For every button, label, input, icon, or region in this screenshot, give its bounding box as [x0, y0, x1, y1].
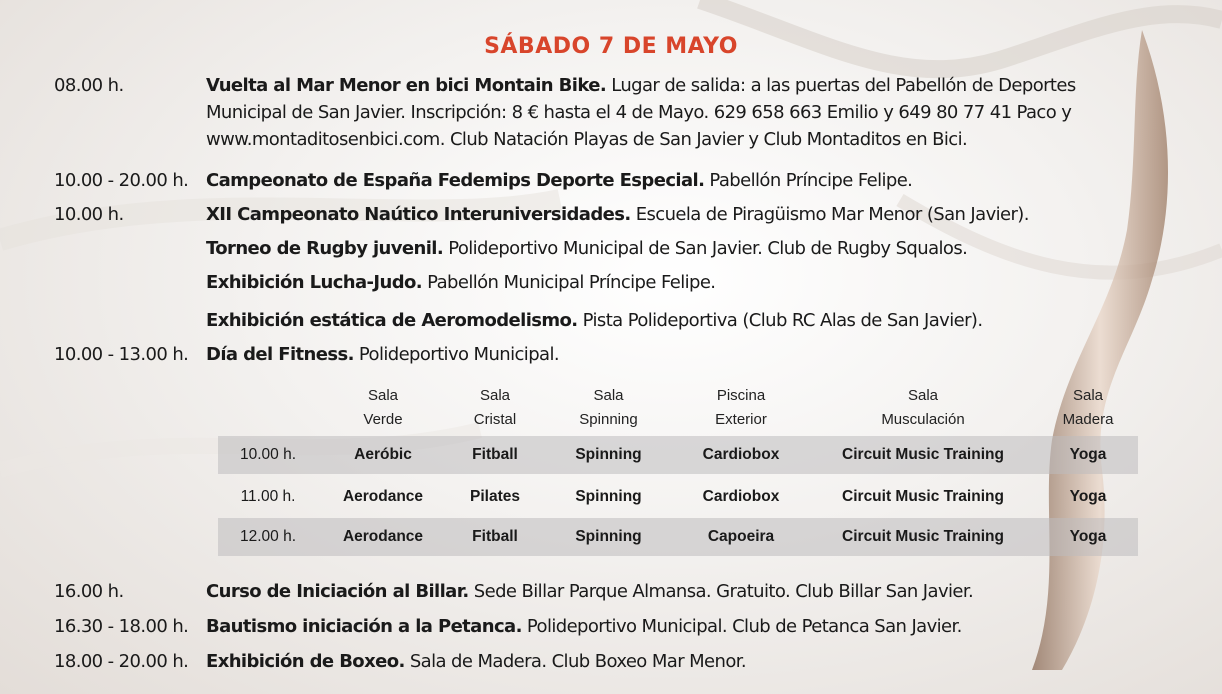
column-header: Piscina Exterior: [715, 387, 767, 428]
table-cell: Aeróbic: [354, 446, 412, 463]
table-row: [218, 478, 1138, 516]
table-cell: Circuit Music Training: [842, 528, 1004, 545]
table-cell: Aerodance: [342, 488, 424, 505]
table-cell-hour: 10.00 h.: [239, 446, 297, 463]
table-cell: Pilates: [470, 488, 520, 505]
event-time: 16.00 h.: [54, 581, 124, 602]
table-cell: Circuit Music Training: [842, 488, 1004, 505]
column-header: Sala Spinning: [579, 387, 638, 428]
event-time: 10.00 - 20.00 h.: [54, 170, 189, 191]
page-title: SÁBADO 7 DE MAYO: [484, 34, 738, 59]
table-header: [218, 380, 1138, 432]
event-description: Vuelta al Mar Menor en bici Montain Bike. Lugar de salida: a las puertas del Pabellón de Deportes Municipal de San Javier. Inscripción: 8 € hasta el 4 de Mayo. 629 658 663 Emilio y 649 80 77 41 Paco y www.montaditosenbici.com. Club Natación Playas de San Javier y Club Montaditos en Bici.: [206, 75, 1076, 150]
event-time: 10.00 h.: [54, 204, 124, 225]
event-description: Curso de Iniciación al Billar. Sede Billar Parque Almansa. Gratuito. Club Billar San Javier.: [206, 581, 974, 602]
event-description: Torneo de Rugby juvenil. Polideportivo Municipal de San Javier. Club de Rugby Squalos.: [206, 238, 968, 259]
table-cell: Spinning: [575, 488, 642, 505]
event-description: Exhibición estática de Aeromodelismo. Pista Polideportiva (Club RC Alas de San Javier).: [206, 310, 983, 331]
event-description: Día del Fitness. Polideportivo Municipal.: [206, 344, 559, 365]
event-time: 18.00 - 20.00 h.: [54, 651, 189, 672]
table-row: [218, 518, 1138, 556]
event-time: 08.00 h.: [54, 75, 124, 96]
event-time: 10.00 - 13.00 h.: [54, 344, 189, 365]
event-description: Exhibición de Boxeo. Sala de Madera. Club Boxeo Mar Menor.: [206, 651, 747, 672]
column-header: Sala Madera: [1062, 387, 1114, 428]
table-cell: Spinning: [575, 446, 642, 463]
table-cell-hour: 11.00 h.: [240, 488, 296, 505]
table-cell: Yoga: [1069, 528, 1107, 545]
event-description: Campeonato de España Fedemips Deporte Especial. Pabellón Príncipe Felipe.: [206, 170, 913, 191]
event-description: Exhibición Lucha-Judo. Pabellón Municipal Príncipe Felipe.: [206, 272, 716, 293]
table-row: [218, 436, 1138, 474]
table-cell: Fitball: [472, 528, 518, 545]
fitness-schedule-table: [218, 380, 1138, 560]
table-cell: Yoga: [1069, 446, 1107, 463]
table-cell: Fitball: [472, 446, 518, 463]
column-header: Sala Musculación: [881, 387, 965, 428]
column-header: Sala Verde: [363, 387, 403, 428]
table-cell: Aerodance: [342, 528, 424, 545]
event-description: Bautismo iniciación a la Petanca. Polideportivo Municipal. Club de Petanca San Javier.: [206, 616, 962, 637]
table-cell: Circuit Music Training: [842, 446, 1004, 463]
table-cell: Capoeira: [707, 528, 775, 545]
table-cell: Cardiobox: [702, 488, 780, 505]
table-cell: Spinning: [575, 528, 642, 545]
table-cell: Yoga: [1069, 488, 1107, 505]
event-description: XII Campeonato Naútico Interuniversidades. Escuela de Piragüismo Mar Menor (San Javier).: [206, 204, 1029, 225]
table-cell-hour: 12.00 h.: [239, 528, 297, 545]
event-time: 16.30 - 18.00 h.: [54, 616, 189, 637]
column-header: Sala Cristal: [473, 387, 517, 428]
table-cell: Cardiobox: [702, 446, 780, 463]
